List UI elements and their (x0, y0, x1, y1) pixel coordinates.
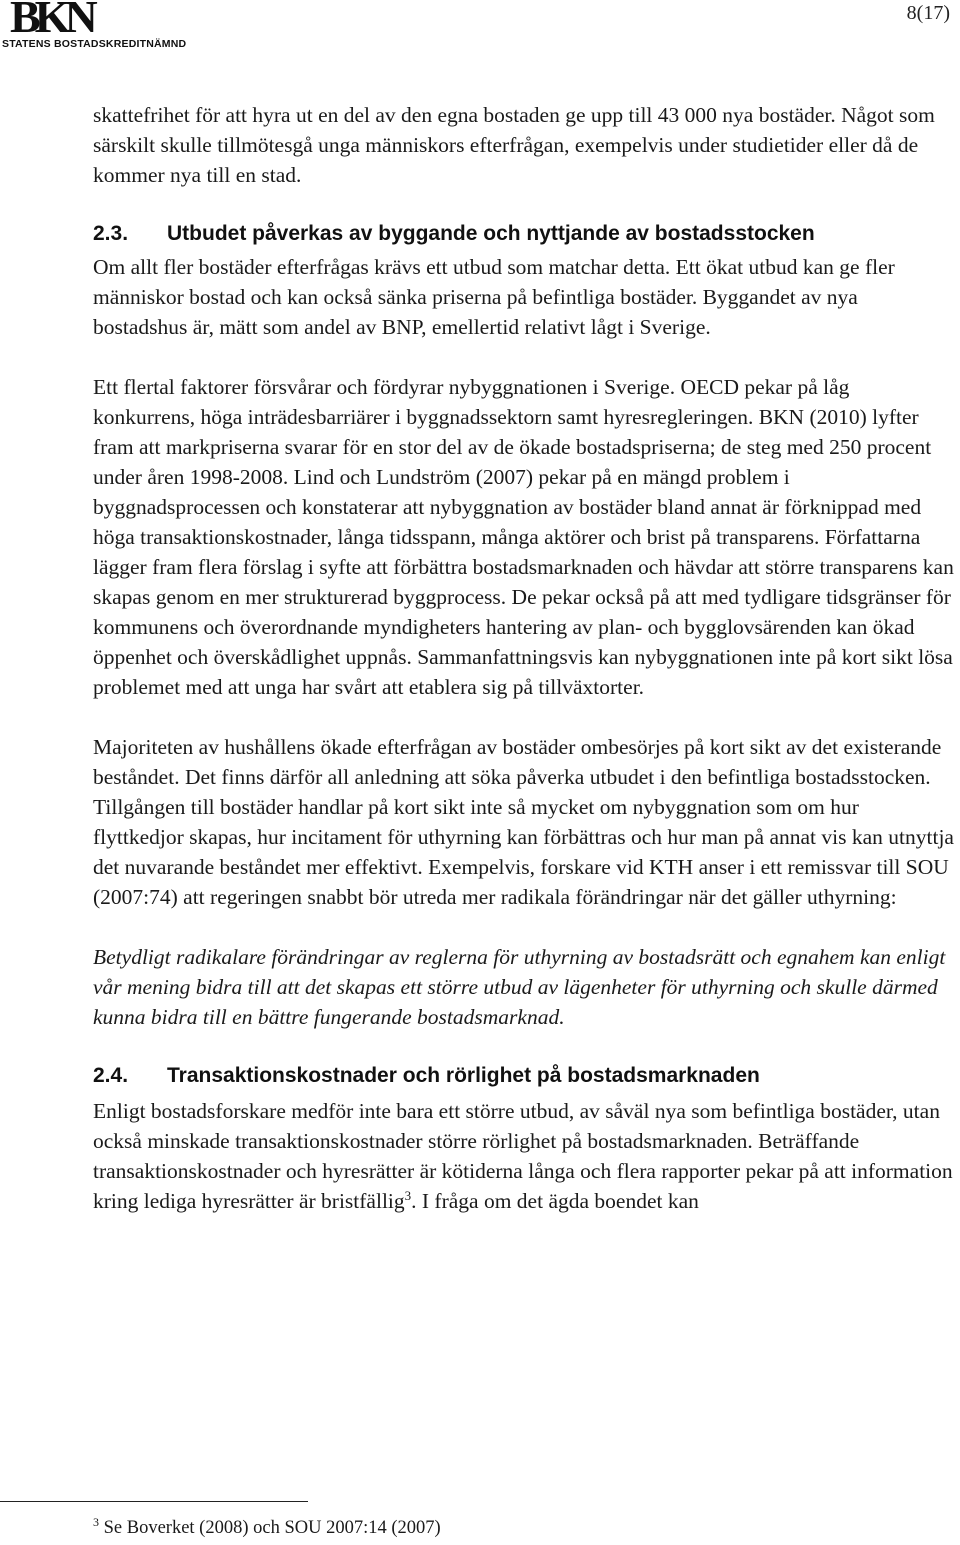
section-number: 2.3. (93, 222, 129, 245)
footnote-marker: 3 (93, 1514, 99, 1529)
paragraph-2-3-1: Om allt fler bostäder efterfrågas krävs ett utbud som matchar detta. Ett ökat utbud kan ge fler människor bostad och kan också sänka priserna på befintliga bostäder. Byggandet av nya bostadshus är, mätt som andel av BNP, emellertid relativt lågt i Sverige. (93, 255, 895, 339)
section-title: Utbudet påverkas av byggande och nyttjande av bostadsstocken (167, 222, 815, 245)
footnote (93, 1516, 441, 1540)
paragraph-2-4-1 (93, 1096, 955, 1216)
block-quote: Betydligt radikalare förändringar av reglerna för uthyrning av bostadsrätt och egnahem kan enligt vår mening bidra till att det skapas ett större utbud av lägenheter för uthyrning och skulle därmed kunna bidra till en bättre fungerande bostadsmarknad. (93, 945, 946, 1029)
logo-mark: BKN (10, 0, 92, 42)
paragraph-intro: skattefrihet för att hyra ut en del av den egna bostaden ge upp till 43 000 nya bostäder. Något som särskilt skulle tillmötesgå unga människors efterfrågan, exempelvis under studietider eller då de kommer nya till en stad. (93, 103, 935, 187)
footnote-reference[interactable]: 3 (404, 1187, 412, 1203)
paragraph-text: Enligt bostadsforskare medför inte bara ett större utbud, av såväl nya som befintliga bostäder, utan också minskade transaktionskostnader större rörlighet på bostadsmarknaden. Beträffande transaktionskostnader och hyresrätter är kötiderna långa och flera rapporter pekar på att information kring lediga hyresrätter är bristfällig (93, 1099, 953, 1213)
logo-text: STATENS BOSTADSKREDITNÄMND (2, 38, 187, 50)
footnote-divider (0, 1501, 308, 1502)
paragraph-text-tail: . I fråga om det ägda boendet kan (411, 1189, 699, 1213)
section-heading-2-4 (93, 1062, 955, 1090)
paragraph-2-3-3: Majoriteten av hushållens ökade efterfrågan av bostäder ombesörjes på kort sikt av det existerande beståndet. Det finns därför all anledning att söka påverka utbudet i den befintliga bostadsstocken. Tillgången till bostäder handlar på kort sikt inte så mycket om nybyggnation som om hur flyttkedjor skapas, hur incitament för uthyrning kan förbättras och hur man på annat vis kan utnyttja det nuvarande beståndet mer effektivt. Exempelvis, forskare vid KTH anser i ett remissvar till SOU (2007:74) att regeringen snabbt bör utreda mer radikala förändringar när det gäller uthyrning: (93, 735, 954, 909)
page-number: 8(17) (906, 2, 950, 24)
footnote-text: Se Boverket (2008) och SOU 2007:14 (2007) (99, 1518, 441, 1538)
bkn-logo (0, 0, 187, 54)
paragraph-2-3-2: Ett flertal faktorer försvårar och fördyrar nybyggnationen i Sverige. OECD pekar på låg konkurrens, höga inträdesbarriärer i byggnadssektorn samt hyresregleringen. BKN (2010) lyfter fram att markpriserna svarar för en stor del av de ökade bostadspriserna; de steg med 250 procent under åren 1998-2008. Lind och Lundström (2007) pekar på en mängd problem i byggnadsprocessen och konstaterar att nybyggnation av bostäder bland annat är förknippad med höga transaktionskostnader, långa tidsspann, många aktörer och brist på transparens. Författarna lägger fram flera förslag i syfte att förbättra bostadsmarknaden och hävdar att större transparens kan skapas genom en mer strukturerad byggprocess. De pekar också på att med tydligare tidsgränser för kommunens och överordnande myndigheters hantering av plan- och bygglovsärenden kan ökad öppenhet och överskådlighet uppnås. Sammanfattningsvis kan nybyggnationen inte på kort sikt lösa problemet med att unga har svårt att etablera sig på tillväxtorter. (93, 375, 954, 699)
page-body (93, 100, 955, 1216)
section-heading-2-3 (93, 220, 955, 248)
section-number: 2.4. (93, 1064, 129, 1087)
section-title: Transaktionskostnader och rörlighet på bostadsmarknaden (167, 1064, 760, 1087)
